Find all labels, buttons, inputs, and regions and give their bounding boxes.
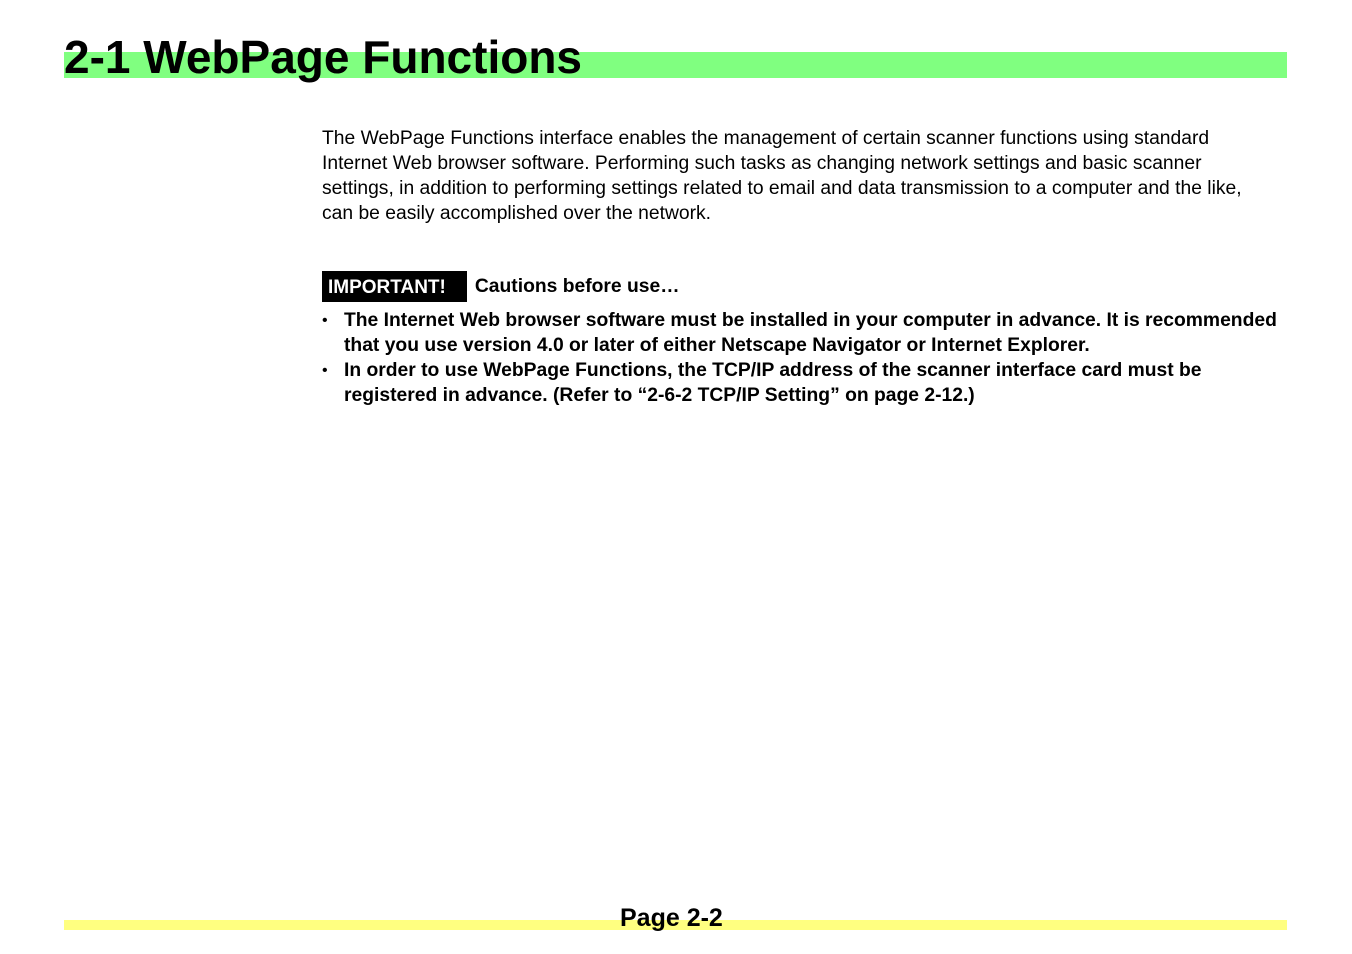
- caution-item: [322, 308, 1282, 358]
- important-badge: IMPORTANT!: [322, 271, 467, 302]
- caution-item: [322, 358, 1282, 408]
- page-title: 2-1 WebPage Functions: [64, 31, 583, 83]
- page-number: Page 2-2: [620, 904, 723, 932]
- cautions-list: [322, 308, 1282, 408]
- bullet-icon: •: [322, 362, 328, 379]
- caution-item-text: In order to use WebPage Functions, the TCP/IP address of the scanner interface card must be registered in advance. (Refer to “2-6-2 TCP/IP Setting” on page 2-12.): [344, 360, 1202, 406]
- intro-paragraph: The WebPage Functions interface enables the management of certain scanner functions using standard Internet Web browser software. Performing such tasks as changing network settings and basic scanner settings, in addition to performing settings related to email and data transmission to a computer and the like, can be easily accomplished over the network.: [322, 128, 1242, 224]
- caution-item-text: The Internet Web browser software must be installed in your computer in advance. It is recommended that you use version 4.0 or later of either Netscape Navigator or Internet Explorer.: [344, 310, 1277, 356]
- important-notice-header: [322, 271, 680, 302]
- cautions-heading: Cautions before use…: [474, 275, 680, 297]
- bullet-icon: •: [322, 312, 328, 329]
